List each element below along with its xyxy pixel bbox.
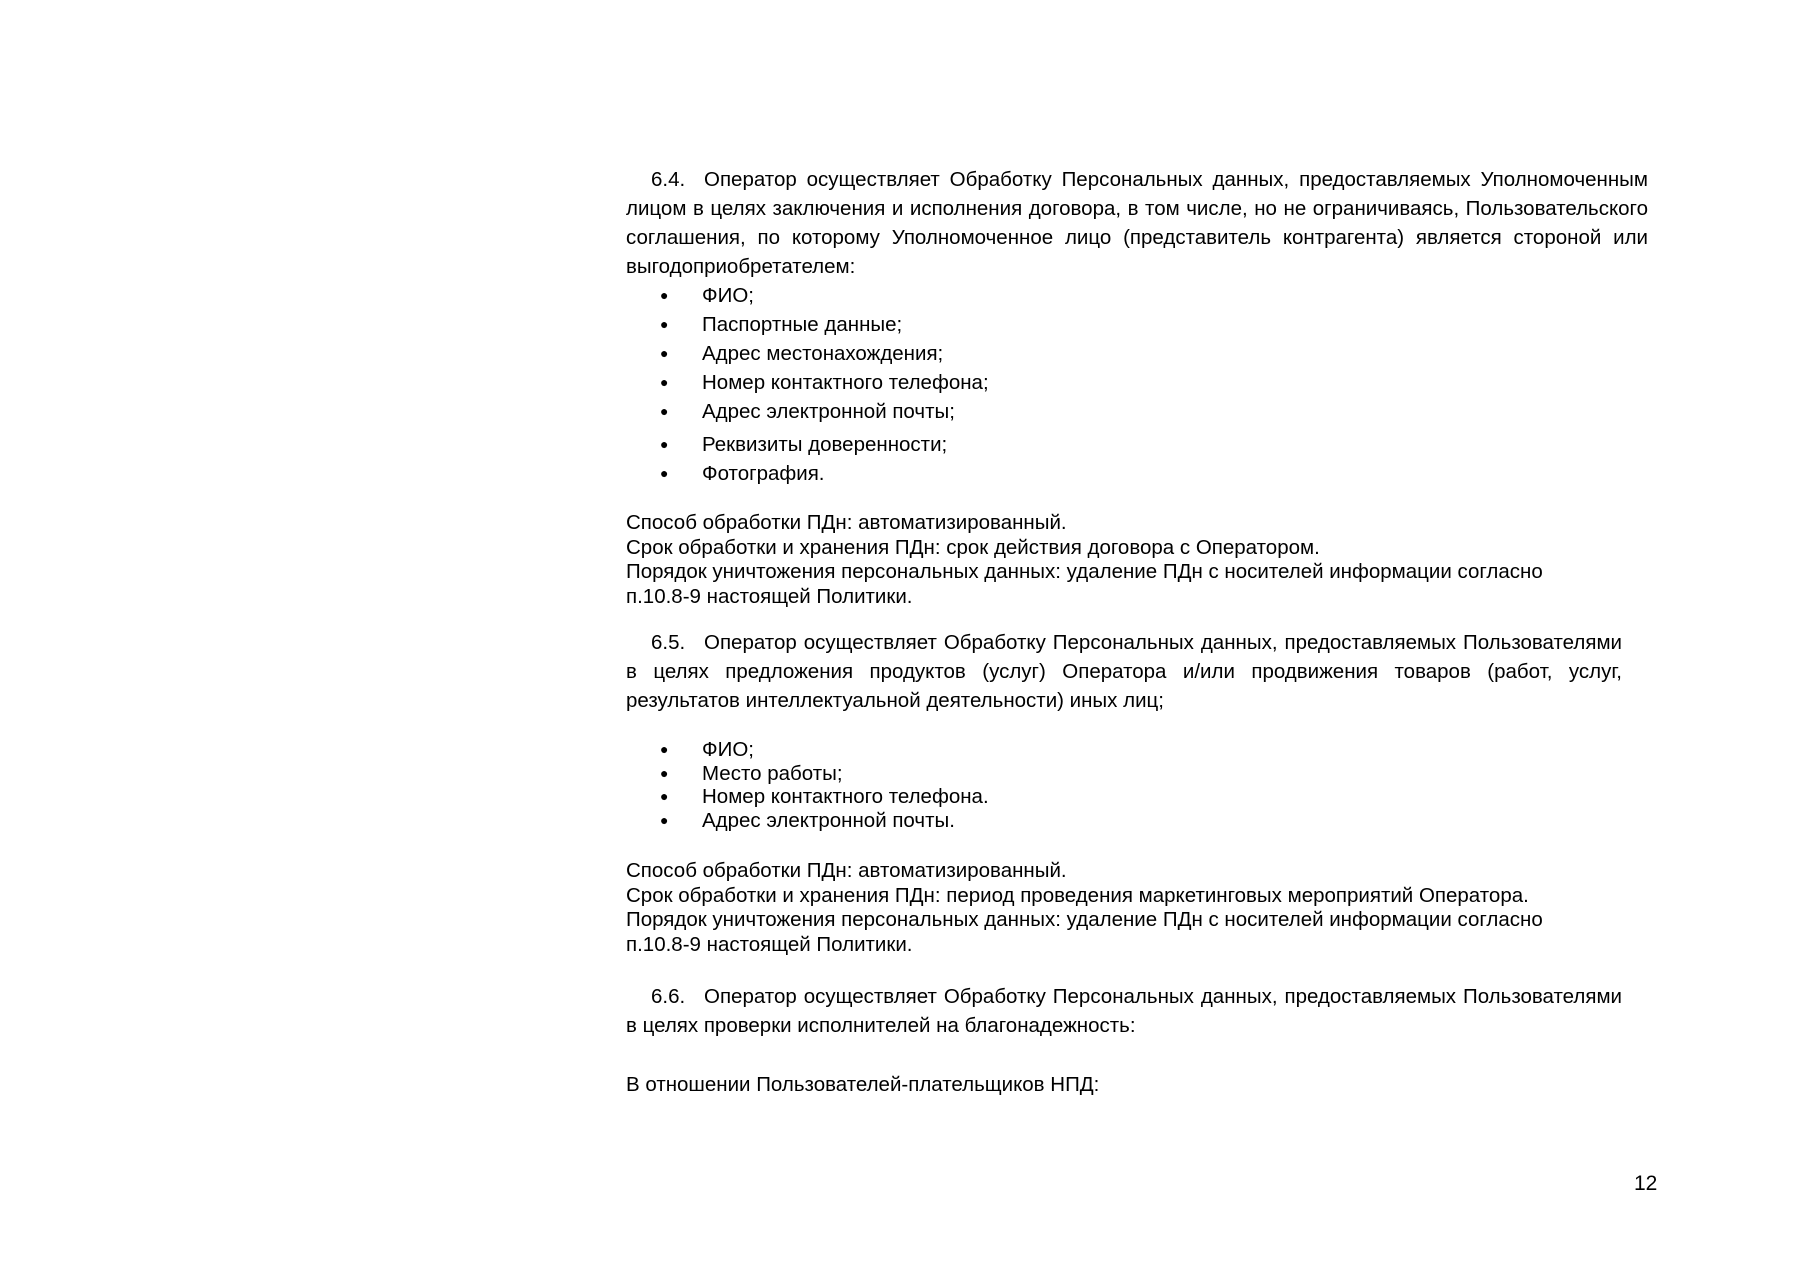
list-item: ● Фотография.: [660, 459, 989, 488]
list-item: ● Номер контактного телефона.: [660, 785, 989, 808]
destruction-procedure: Порядок уничтожения персональных данных: удаление ПДн с носителей информации согласно: [626, 560, 1543, 583]
list-item: ● Адрес местонахождения;: [660, 339, 989, 368]
bullet-icon: ●: [660, 436, 669, 452]
list-item: ● ФИО;: [660, 738, 754, 761]
processing-term: Срок обработки и хранения ПДн: срок действия договора с Оператором.: [626, 535, 1320, 559]
list-item: ● Номер контактного телефона;: [660, 368, 989, 397]
destruction-procedure-continued: п.10.8-9 настоящей Политики.: [626, 584, 913, 608]
section-6-6-text: Оператор осуществляет Обработку Персональных данных, предоставляемых Пользователями в целях проверки исполнителей на благонадежность:: [626, 985, 1622, 1037]
bullet-icon: ●: [660, 287, 669, 303]
bullet-icon: ●: [660, 403, 669, 419]
section-6-5-text: Оператор осуществляет Обработку Персональных данных, предоставляемых Пользователями в целях предложения продуктов (услуг) Оператора и/или продвижения товаров (работ, услуг, результатов интеллектуальной деятельности) иных лиц;: [626, 631, 1622, 712]
section-6-4-number: 6.4.: [651, 168, 686, 191]
bullet-icon: ●: [660, 811, 669, 828]
processing-method: Способ обработки ПДн: автоматизированный.: [626, 511, 1067, 534]
processing-method: Способ обработки ПДн: автоматизированный.: [626, 859, 1067, 882]
section-6-5-paragraph: [626, 628, 1622, 715]
list-item: ● Реквизиты доверенности;: [660, 430, 989, 459]
section-6-6-subheading: В отношении Пользователей-плательщиков НПД:: [626, 1073, 1100, 1096]
section-6-4-details: [626, 511, 1543, 609]
section-6-5-details: [626, 859, 1543, 957]
section-6-4-list: [660, 281, 989, 488]
list-item: ● Паспортные данные;: [660, 310, 989, 339]
bullet-icon: ●: [660, 741, 669, 757]
list-item: ● Место работы;: [660, 761, 843, 785]
list-item: ● Адрес электронной почты.: [660, 808, 955, 832]
processing-term: Срок обработки и хранения ПДн: период проведения маркетинговых мероприятий Оператора.: [626, 883, 1529, 907]
section-6-4-text: Оператор осуществляет Обработку Персональных данных, предоставляемых Уполномоченным лицом в целях заключения и исполнения договора, в том числе, но не ограничиваясь, Пользовательского соглашения, по которому Уполномоченное лицо (представитель контрагента) является стороной или выгодоприобретателем:: [626, 168, 1648, 278]
list-item: ● ФИО;: [660, 281, 989, 310]
section-6-6-number: 6.6.: [651, 985, 686, 1008]
list-item: ● Адрес электронной почты;: [660, 397, 989, 426]
destruction-procedure-continued: п.10.8-9 настоящей Политики.: [626, 932, 913, 956]
bullet-icon: ●: [660, 788, 669, 804]
bullet-icon: ●: [660, 374, 669, 390]
bullet-icon: ●: [660, 764, 669, 781]
section-6-5-list: [660, 738, 989, 832]
destruction-procedure: Порядок уничтожения персональных данных: удаление ПДн с носителей информации согласно: [626, 908, 1543, 931]
bullet-icon: ●: [660, 316, 669, 332]
bullet-icon: ●: [660, 465, 669, 481]
page-number: 12: [1634, 1172, 1658, 1195]
section-6-6-paragraph: [626, 982, 1622, 1040]
section-6-5-number: 6.5.: [651, 631, 686, 654]
bullet-icon: ●: [660, 345, 669, 361]
section-6-4-paragraph: [626, 165, 1648, 281]
